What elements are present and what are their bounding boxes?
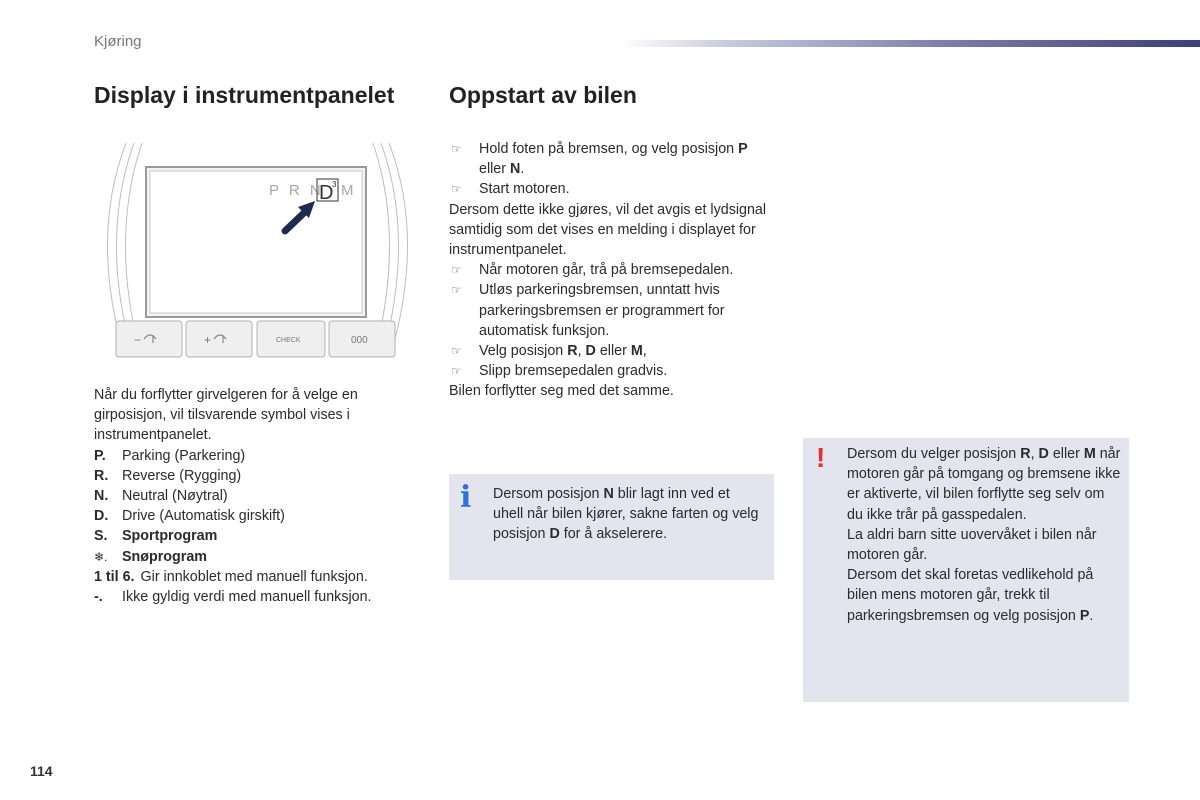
list-item xyxy=(449,260,774,280)
header-bar xyxy=(620,40,1200,47)
panel-button-check: CHECK xyxy=(276,337,301,344)
list-key: P. xyxy=(94,447,106,464)
gear-letters: P R N xyxy=(269,182,324,199)
section-header: Kjøring xyxy=(94,33,142,50)
list-key: 1 til 6. xyxy=(94,568,135,585)
instrument-panel-illustration xyxy=(94,143,421,363)
snowflake-icon: ❄. xyxy=(94,549,108,564)
warning-paragraph: Dersom du velger posisjon R, D eller M når motoren går på tomgang og bremsene ikke er aktiverte, vil bilen forflytte seg selv om du ikke trår på gasspedalen. xyxy=(847,446,1121,523)
list-item xyxy=(94,486,414,506)
list-value: Ikke gyldig verdi med manuell funksjon. xyxy=(122,589,372,606)
bullet-text: Slipp bremsepedalen gradvis. xyxy=(479,363,668,380)
bullet-text: Utløs parkeringsbremsen, unntatt hvis parkeringsbremsen er programmert for automatisk funksjon. xyxy=(479,282,725,339)
list-item xyxy=(94,526,414,546)
list-item xyxy=(449,179,774,199)
list-item xyxy=(94,446,414,466)
list-item xyxy=(94,547,414,567)
page-number: 114 xyxy=(30,763,53,779)
pointing-hand-icon: ☞ xyxy=(451,142,462,156)
pointing-hand-icon: ☞ xyxy=(451,344,462,359)
list-key: R. xyxy=(94,467,109,484)
list-item xyxy=(449,139,774,179)
selected-gear: D xyxy=(319,182,334,204)
list-item xyxy=(449,280,774,341)
list-key: S. xyxy=(94,528,108,545)
list-value: Sportprogram xyxy=(122,528,218,545)
gear-symbol-list xyxy=(94,446,414,608)
left-column xyxy=(94,385,414,607)
list-value: Gir innkoblet med manuell funksjon. xyxy=(140,568,368,585)
list-item xyxy=(449,361,774,381)
list-item xyxy=(94,506,414,526)
list-item xyxy=(94,466,414,486)
list-item xyxy=(449,341,774,361)
pointing-hand-icon: ☞ xyxy=(451,283,462,298)
list-value: Snøprogram xyxy=(122,548,207,565)
warning-paragraph: La aldri barn sitte uovervåket i bilen når motoren går. xyxy=(847,526,1097,564)
warning-icon: ! xyxy=(816,442,826,473)
list-item xyxy=(94,587,414,607)
right-column xyxy=(449,139,774,402)
list-value: Neutral (Nøytral) xyxy=(122,488,228,505)
panel-button-plus: + xyxy=(204,333,212,347)
warning-paragraph: Dersom det skal foretas vedlikehold på bilen mens motoren går, trekk til parkeringsbremsen og velg posisjon P. xyxy=(847,567,1094,624)
pointing-hand-icon: ☞ xyxy=(451,182,462,197)
bullet-text: Når motoren går, trå på bremsepedalen. xyxy=(479,262,734,279)
bullet-text: Start motoren. xyxy=(479,181,570,198)
list-key: -. xyxy=(94,589,103,606)
list-key: D. xyxy=(94,508,109,525)
right-title: Oppstart av bilen xyxy=(449,82,637,108)
paragraph: Bilen forflytter seg med det samme. xyxy=(449,383,674,400)
list-value: Reverse (Rygging) xyxy=(122,467,242,484)
warning-text xyxy=(847,444,1122,626)
panel-button-minus: − xyxy=(134,333,142,347)
panel-button-000: 000 xyxy=(351,335,368,346)
left-intro: Når du forflytter girvelgeren for å velge en girposisjon, vil tilsvarende symbol vises i instrumentpanelet. xyxy=(94,387,358,444)
list-item xyxy=(94,567,414,587)
list-value: Parking (Parkering) xyxy=(122,447,246,464)
info-text: Dersom posisjon N blir lagt inn ved et uhell når bilen kjører, sakne farten og velg posisjon D for å akselerere. xyxy=(493,486,759,543)
gear-letter-m: M xyxy=(341,182,354,199)
selected-gear-sup: 3 xyxy=(332,180,337,189)
pointing-hand-icon: ☞ xyxy=(451,263,462,278)
bullet-text: Hold foten på bremsen, og velg posisjon P eller N. xyxy=(479,141,748,178)
info-icon: i xyxy=(460,480,472,515)
paragraph: Dersom dette ikke gjøres, vil det avgis et lydsignal samtidig som det vises en melding i displayet for instrumentpanelet. xyxy=(449,201,767,259)
pointing-hand-icon: ☞ xyxy=(451,364,462,379)
list-key: N. xyxy=(94,488,109,505)
list-value: Drive (Automatisk girskift) xyxy=(122,508,285,525)
bullet-text: Velg posisjon R, D eller M, xyxy=(479,343,647,360)
left-title: Display i instrumentpanelet xyxy=(94,82,395,108)
